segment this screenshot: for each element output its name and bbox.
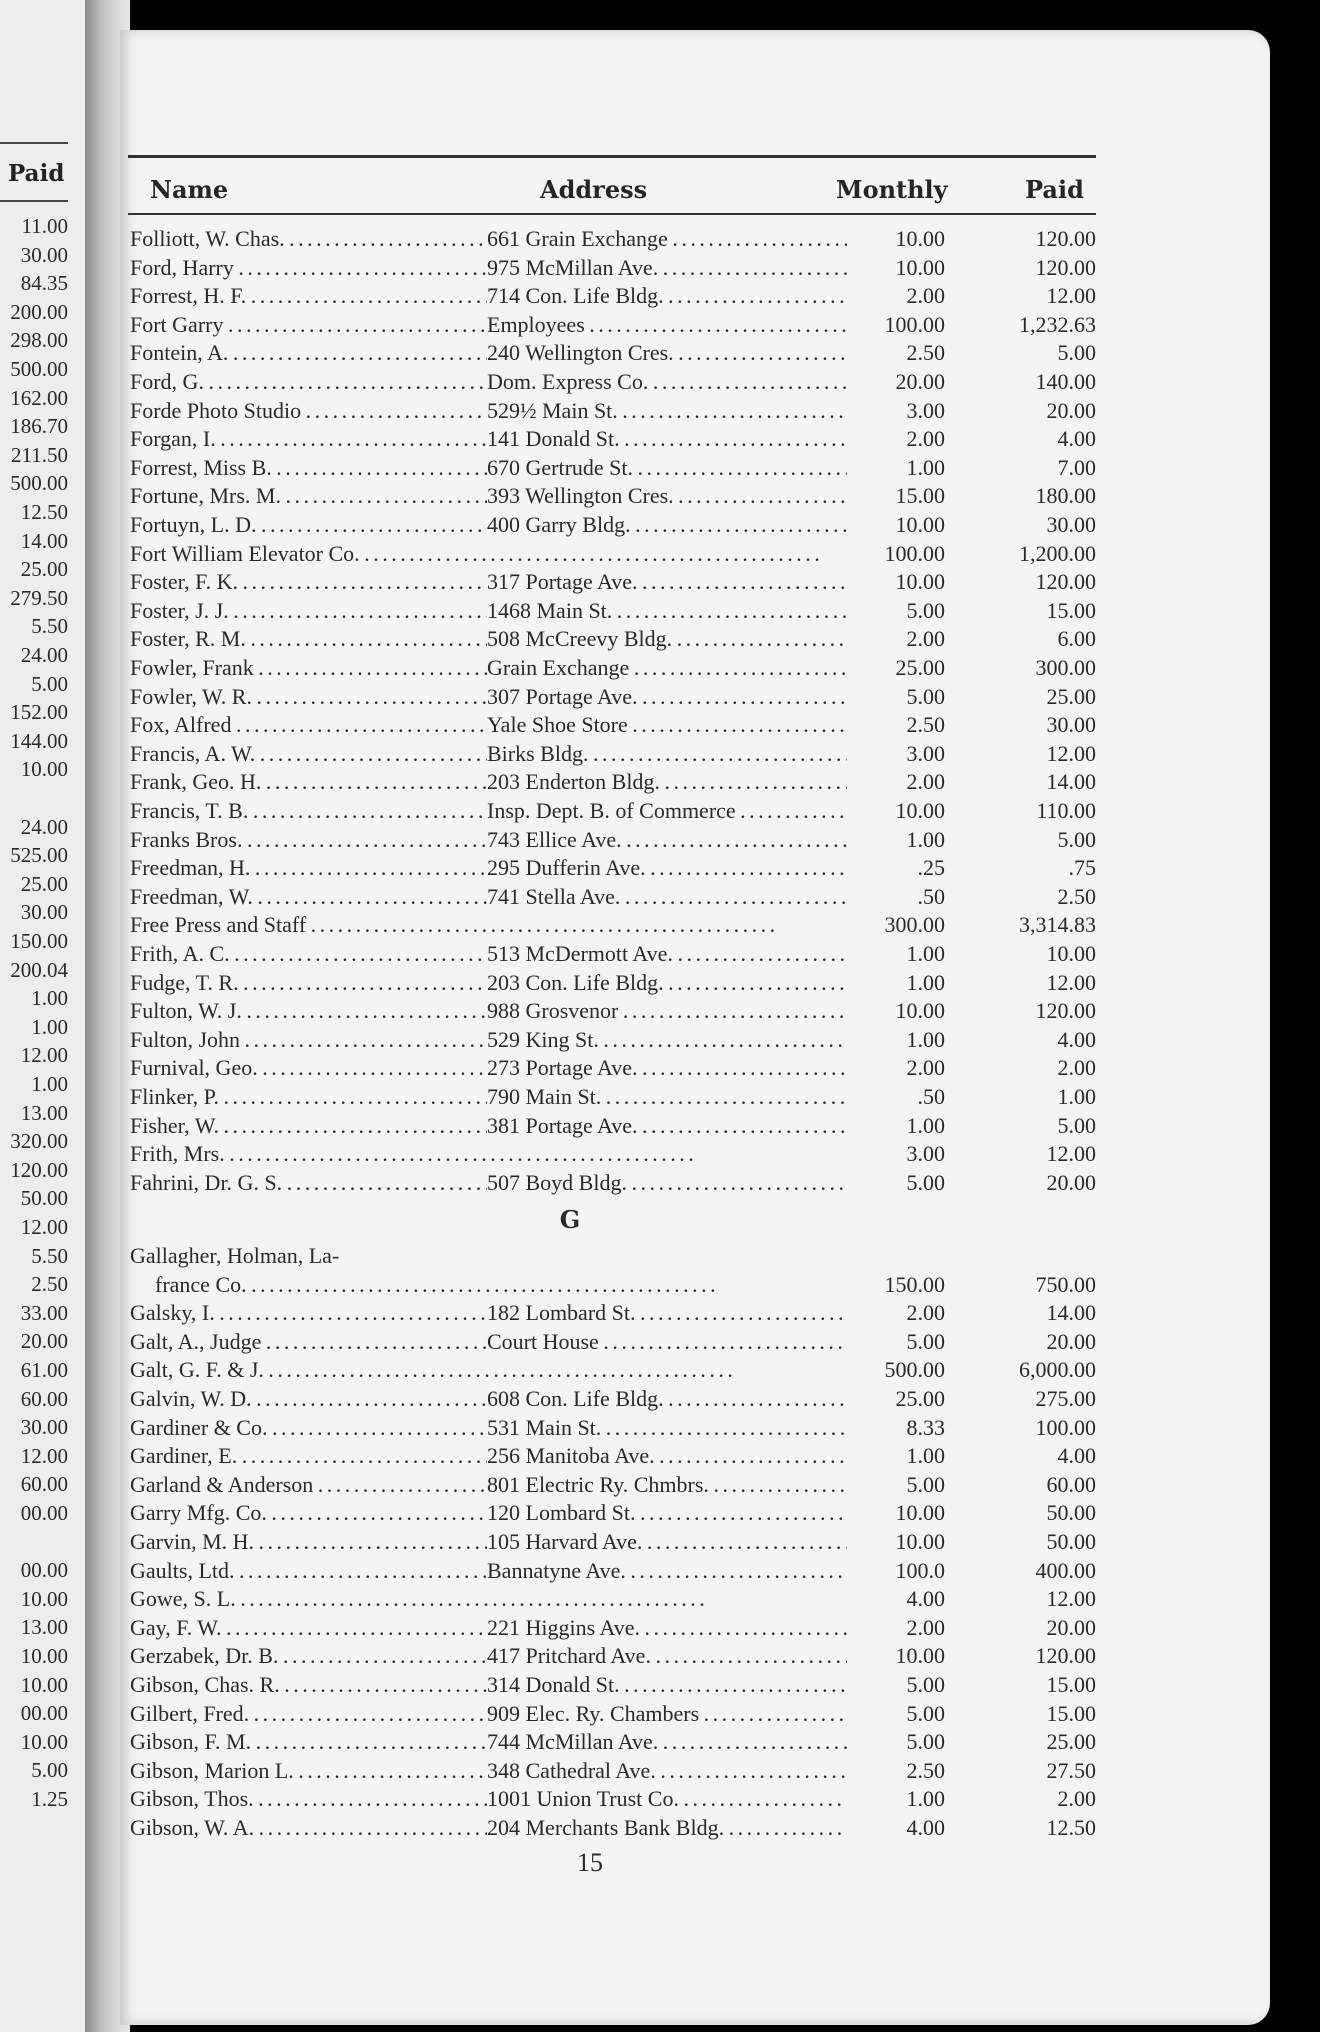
entry-monthly: 5.00: [906, 597, 945, 623]
entry-paid: 275.00: [1035, 1386, 1096, 1411]
entry-name: Forgan, I. . . .: [130, 425, 487, 454]
previous-page-paid-value: 60.00: [20, 1472, 68, 1497]
entry-name: Gibson, W. A. . . .: [130, 1814, 487, 1843]
entry-address: Birks Bldg. . . .: [487, 740, 847, 769]
entry-paid: 30.00: [1046, 512, 1096, 537]
column-header-paid: Paid: [1025, 175, 1084, 204]
entry-address: 417 Pritchard Ave. . . .: [487, 1642, 847, 1671]
section-letter-g: G: [559, 1205, 581, 1235]
entry-paid: 5.00: [1057, 826, 1096, 852]
entry-name: Forde Photo Studio . . .: [130, 397, 487, 426]
entry-monthly: 2.00: [906, 769, 945, 795]
entry-paid: 6,000.00: [1019, 1357, 1096, 1383]
entry-paid: 15.00: [1046, 597, 1096, 623]
previous-page-paid-value: 25.00: [20, 871, 68, 896]
entry-name: Fisher, W. . . .: [130, 1112, 487, 1141]
entry-paid: 120.00: [1035, 1643, 1096, 1669]
entry-address: Bannatyne Ave. . . .: [487, 1557, 847, 1586]
entry-name: Foster, R. M. . . .: [130, 625, 487, 654]
entry-name: Folliott, W. Chas. . . .: [130, 225, 487, 254]
entry-name: Gibson, F. M. . . .: [130, 1728, 487, 1757]
entry-paid: 12.00: [1046, 1586, 1096, 1612]
entry-address: 714 Con. Life Bldg. . . .: [487, 282, 847, 311]
entry-monthly: 2.50: [906, 1757, 945, 1783]
entry-name: Fortune, Mrs. M. . . .: [130, 482, 487, 511]
entry-name: Fox, Alfred . . .: [130, 711, 487, 740]
entry-paid: 6.00: [1057, 626, 1096, 652]
entry-address: 393 Wellington Cres. . . .: [487, 482, 847, 511]
entry-address: 608 Con. Life Bldg. . . .: [487, 1385, 847, 1414]
previous-page-paid-value: 11.00: [21, 214, 68, 238]
entry-paid: 25.00: [1046, 1729, 1096, 1755]
entry-paid: 2.00: [1057, 1055, 1096, 1081]
entry-address: 529½ Main St. . . .: [487, 397, 847, 426]
previous-page-paid-value: 1.00: [31, 986, 68, 1011]
entry-name: Frith, A. C. . . .: [130, 940, 487, 969]
entry-monthly: 2.00: [906, 283, 945, 309]
entry-paid: 12.00: [1046, 283, 1096, 309]
entry-monthly: .50: [917, 1084, 945, 1109]
entry-paid: 25.00: [1046, 683, 1096, 709]
entry-address: 744 McMillan Ave. . . .: [487, 1728, 847, 1757]
entry-paid: 12.00: [1046, 969, 1096, 995]
entry-name: Gibson, Marion L. . . .: [130, 1757, 487, 1786]
entry-name: Ford, G. . . .: [130, 368, 487, 397]
entry-monthly: 10.00: [895, 569, 945, 595]
entry-monthly: 4.00: [906, 1586, 945, 1612]
entry-monthly: 1.00: [906, 969, 945, 995]
previous-page-paid-value: 00.00: [20, 1501, 68, 1525]
entry-monthly: 10.00: [895, 1500, 945, 1526]
entry-name: Galt, G. F. & J. . . .: [130, 1356, 820, 1385]
entry-address: 400 Garry Bldg. . . .: [487, 511, 847, 540]
entry-monthly: 1.00: [906, 1443, 945, 1469]
previous-page-paid-value: 12.00: [20, 1215, 68, 1239]
entry-name: Forrest, H. F. . . .: [130, 282, 487, 311]
previous-page-paid-value: 500.00: [10, 357, 68, 381]
previous-page-paid-value: 500.00: [10, 471, 68, 496]
entry-paid: 10.00: [1046, 941, 1096, 966]
entry-address: 203 Con. Life Bldg. . . .: [487, 969, 847, 998]
previous-page-paid-value: 320.00: [10, 1129, 68, 1154]
entry-paid: 14.00: [1046, 1300, 1096, 1326]
previous-page-paid-value: 5.50: [31, 1243, 68, 1268]
entry-address: 182 Lombard St. . . .: [487, 1299, 847, 1328]
entry-paid: 120.00: [1035, 254, 1096, 280]
previous-page-paid-value: 144.00: [10, 728, 68, 753]
entry-monthly: 20.00: [895, 369, 945, 394]
entry-paid: 50.00: [1046, 1529, 1096, 1554]
previous-page-paid-value: 12.50: [20, 500, 68, 524]
entry-monthly: 8.33: [906, 1414, 945, 1440]
previous-page-paid-value: 24.00: [20, 814, 68, 839]
entry-name: Garland & Anderson . . .: [130, 1471, 487, 1500]
entry-paid: 2.00: [1057, 1786, 1096, 1812]
entry-address: 670 Gertrude St. . . .: [487, 454, 847, 483]
previous-page-paid-value: 1.25: [31, 1787, 68, 1811]
entry-address: 531 Main St. . . .: [487, 1414, 847, 1443]
entry-monthly: 3.00: [906, 740, 945, 766]
entry-paid: .75: [1068, 855, 1096, 881]
entry-monthly: 1.00: [906, 1112, 945, 1138]
entry-address: 120 Lombard St. . . .: [487, 1499, 847, 1528]
entry-name: Fahrini, Dr. G. S. . . .: [130, 1169, 487, 1198]
previous-page-paid-value: 211.50: [11, 442, 68, 467]
previous-page-paid-value: 10.00: [20, 1729, 68, 1754]
entry-paid: 1.00: [1057, 1084, 1096, 1109]
entry-monthly: 2.00: [906, 1055, 945, 1081]
entry-address: Court House . . .: [487, 1328, 847, 1357]
entry-paid: 3,314.83: [1019, 912, 1096, 938]
page-number: 15: [577, 1848, 603, 1877]
entry-paid: 15.00: [1046, 1700, 1096, 1726]
entry-monthly: 10.00: [895, 1529, 945, 1554]
entry-name: Fort William Elevator Co. . . .: [130, 540, 820, 569]
entry-address: 105 Harvard Ave. . . .: [487, 1528, 847, 1557]
entry-name: Gallagher, Holman, La-: [130, 1243, 340, 1268]
previous-page-paid-value: 5.50: [31, 614, 68, 639]
entry-paid: 180.00: [1035, 483, 1096, 509]
entry-monthly: 100.0: [895, 1557, 945, 1583]
entry-paid: 750.00: [1035, 1271, 1096, 1297]
previous-page-paid-value: 13.00: [20, 1615, 68, 1640]
entry-address: 790 Main St. . . .: [487, 1083, 847, 1112]
entry-paid: 120.00: [1035, 998, 1096, 1024]
entry-name: Franks Bros. . . .: [130, 826, 487, 855]
entry-address: 801 Electric Ry. Chmbrs. . . .: [487, 1471, 847, 1500]
entry-paid: 110.00: [1036, 798, 1096, 823]
entry-monthly: 5.00: [906, 1672, 945, 1697]
entry-paid: 14.00: [1046, 769, 1096, 795]
entry-name: Gardiner & Co. . . .: [130, 1414, 487, 1443]
entry-monthly: 10.00: [895, 1643, 945, 1669]
previous-page-paid-value: 162.00: [10, 385, 68, 410]
entry-paid: 1,232.63: [1019, 311, 1096, 337]
entry-monthly: 2.00: [906, 1614, 945, 1640]
entry-paid: 100.00: [1035, 1414, 1096, 1440]
entry-monthly: 150.00: [884, 1271, 945, 1297]
entry-paid: 20.00: [1046, 397, 1096, 423]
previous-page-paid-value: 10.00: [20, 757, 68, 782]
entry-address: 661 Grain Exchange . . .: [487, 225, 847, 254]
entry-monthly: 25.00: [895, 1386, 945, 1411]
entry-monthly: 2.50: [906, 712, 945, 738]
entry-address: 513 McDermott Ave. . . .: [487, 940, 847, 969]
entry-address: 240 Wellington Cres. . . .: [487, 339, 847, 368]
entry-address: 381 Portage Ave. . . .: [487, 1112, 847, 1141]
entry-paid: 12.00: [1046, 1141, 1096, 1167]
entry-paid: 12.00: [1046, 740, 1096, 766]
entry-monthly: 1.00: [906, 454, 945, 480]
entry-address: 529 King St. . . .: [487, 1026, 847, 1055]
previous-page-paid-header: Paid: [8, 160, 65, 187]
entry-address: 204 Merchants Bank Bldg. . . .: [487, 1814, 847, 1843]
previous-page-paid-value: 84.35: [20, 271, 68, 296]
previous-page-paid-value: 60.00: [20, 1386, 68, 1411]
entry-address: Grain Exchange . . .: [487, 654, 847, 683]
entry-name: Gay, F. W. . . .: [130, 1614, 487, 1643]
previous-page-paid-value: 1.00: [31, 1072, 68, 1096]
entry-address: 317 Portage Ave. . . .: [487, 568, 847, 597]
entry-monthly: 10.00: [895, 226, 945, 251]
entry-monthly: 5.00: [906, 1471, 945, 1497]
entry-paid: 7.00: [1057, 454, 1096, 480]
entry-name: Freedman, W. . . .: [130, 883, 487, 912]
previous-page-paid-value: 13.00: [20, 1100, 68, 1125]
entry-paid: 4.00: [1057, 1026, 1096, 1052]
previous-page-paid-value: 2.50: [31, 1272, 68, 1297]
entry-address: 314 Donald St. . . .: [487, 1671, 847, 1700]
entry-paid: 5.00: [1057, 340, 1096, 366]
previous-page-paid-value: 5.00: [31, 671, 68, 696]
entry-name: Fortuyn, L. D. . . .: [130, 511, 487, 540]
entry-paid: 15.00: [1046, 1672, 1096, 1697]
column-header-name: Name: [150, 175, 229, 204]
previous-page-paid-value: 50.00: [20, 1186, 68, 1211]
entry-name: Foster, F. K. . . .: [130, 568, 487, 597]
entry-monthly: 2.00: [906, 426, 945, 452]
previous-page-paid-value: 30.00: [20, 242, 68, 267]
previous-page-paid-value: 200.00: [10, 299, 68, 324]
header-top-rule: [128, 155, 1096, 158]
previous-page-paid-value: 298.00: [10, 328, 68, 353]
entry-paid: 1,200.00: [1019, 540, 1096, 566]
entry-monthly: 500.00: [884, 1357, 945, 1383]
entry-paid: 300.00: [1035, 655, 1096, 680]
entry-name: Fowler, Frank . . .: [130, 654, 487, 683]
entry-name: Gowe, S. L. . . .: [130, 1585, 820, 1614]
entry-name: Garry Mfg. Co. . . .: [130, 1499, 487, 1528]
entry-monthly: 4.00: [906, 1815, 945, 1840]
previous-page-paid-value: 14.00: [20, 528, 68, 553]
previous-page-paid-value: 00.00: [20, 1558, 68, 1583]
entry-name: Francis, A. W. . . .: [130, 740, 487, 769]
entry-address: 1468 Main St. . . .: [487, 597, 847, 626]
previous-page-paid-value: 33.00: [20, 1300, 68, 1325]
entry-monthly: 10.00: [895, 998, 945, 1024]
previous-page-paid-value: 00.00: [20, 1701, 68, 1726]
entry-address: 221 Higgins Ave. . . .: [487, 1614, 847, 1643]
previous-page-paid-value: 10.00: [20, 1672, 68, 1697]
entry-paid: 4.00: [1057, 426, 1096, 452]
entry-monthly: 10.00: [895, 798, 945, 823]
entry-paid: 4.00: [1057, 1443, 1096, 1469]
entry-address: 203 Enderton Bldg. . . .: [487, 768, 847, 797]
entry-address: 307 Portage Ave. . . .: [487, 683, 847, 712]
header-bottom-rule: [128, 213, 1096, 215]
entry-address: 348 Cathedral Ave. . . .: [487, 1757, 847, 1786]
previous-page-paid-value: 20.00: [20, 1329, 68, 1354]
entry-monthly: 5.00: [906, 1729, 945, 1755]
previous-page-paid-value: 1.00: [31, 1014, 68, 1039]
entry-monthly: 10.00: [895, 254, 945, 280]
previous-page-paid-value: 61.00: [20, 1358, 68, 1382]
entry-address: 507 Boyd Bldg. . . .: [487, 1169, 847, 1198]
entry-paid: 120.00: [1035, 226, 1096, 251]
entry-monthly: 2.00: [906, 626, 945, 652]
previous-page-paid-value: 10.00: [20, 1644, 68, 1668]
previous-page-paid-value: 5.00: [31, 1758, 68, 1783]
entry-address: 975 McMillan Ave. . . .: [487, 254, 847, 283]
entry-paid: 400.00: [1035, 1557, 1096, 1583]
previous-page-paid-value: 12.00: [20, 1043, 68, 1068]
entry-monthly: .50: [917, 883, 945, 909]
previous-page-paid-value: 150.00: [10, 929, 68, 953]
entry-paid: 2.50: [1057, 883, 1096, 909]
column-header-monthly: Monthly: [836, 175, 948, 204]
entry-paid: 20.00: [1046, 1169, 1096, 1195]
previous-page-paid-value: 525.00: [10, 843, 68, 868]
entry-address: 273 Portage Ave. . . .: [487, 1054, 847, 1083]
entry-name: Freedman, H. . . .: [130, 854, 487, 883]
entry-name: Free Press and Staff . . .: [130, 911, 820, 940]
entry-name: Galt, A., Judge . . .: [130, 1328, 487, 1357]
entry-address: Yale Shoe Store . . .: [487, 711, 847, 740]
entry-name: Fort Garry . . .: [130, 311, 487, 340]
entry-paid: 20.00: [1046, 1328, 1096, 1354]
entry-monthly: 100.00: [884, 311, 945, 337]
entry-name: Fontein, A. . . .: [130, 339, 487, 368]
entry-monthly: 100.00: [884, 540, 945, 566]
previous-page-rule: [0, 142, 68, 144]
entry-name: Fulton, W. J. . . .: [130, 997, 487, 1026]
entry-monthly: 5.00: [906, 1700, 945, 1726]
entry-name: Galsky, I. . . .: [130, 1299, 487, 1328]
entry-monthly: 5.00: [906, 1328, 945, 1354]
entry-name: Francis, T. B. . . .: [130, 797, 487, 826]
entry-name: Forrest, Miss B. . . .: [130, 454, 487, 483]
entry-paid: 27.50: [1046, 1757, 1096, 1783]
entry-monthly: 10.00: [895, 512, 945, 537]
entry-name: Frith, Mrs. . . .: [130, 1140, 820, 1169]
entry-name: Gerzabek, Dr. B. . . .: [130, 1642, 487, 1671]
entry-name: Frank, Geo. H. . . .: [130, 768, 487, 797]
entry-name: france Co. . . .: [155, 1271, 845, 1300]
entry-monthly: 1.00: [906, 1026, 945, 1052]
entry-name: Fulton, John . . .: [130, 1026, 487, 1055]
entry-monthly: .25: [917, 855, 945, 881]
previous-page-rule: [0, 200, 68, 202]
entry-address: 909 Elec. Ry. Chambers . . .: [487, 1700, 847, 1729]
entry-paid: 20.00: [1046, 1614, 1096, 1640]
entry-address: 741 Stella Ave. . . .: [487, 883, 847, 912]
entry-monthly: 3.00: [906, 397, 945, 423]
previous-page-paid-value: 30.00: [20, 1415, 68, 1440]
entry-name: Gibson, Thos. . . .: [130, 1785, 487, 1814]
entry-address: Insp. Dept. B. of Commerce . . .: [487, 797, 847, 826]
entry-monthly: 5.00: [906, 1169, 945, 1195]
entry-monthly: 1.00: [906, 1786, 945, 1812]
entry-paid: 60.00: [1046, 1471, 1096, 1497]
entry-name: Ford, Harry . . .: [130, 254, 487, 283]
entry-monthly: 2.50: [906, 340, 945, 366]
entry-paid: 140.00: [1035, 369, 1096, 394]
entry-name: Garvin, M. H. . . .: [130, 1528, 487, 1557]
entry-address: 256 Manitoba Ave. . . .: [487, 1442, 847, 1471]
entry-monthly: 2.00: [906, 1300, 945, 1326]
entry-name: Galvin, W. D. . . .: [130, 1385, 487, 1414]
entry-name: Foster, J. J. . . .: [130, 597, 487, 626]
entry-monthly: 3.00: [906, 1141, 945, 1167]
entry-name: Fudge, T. R. . . .: [130, 969, 487, 998]
previous-page-paid-value: 25.00: [20, 557, 68, 582]
entry-paid: 5.00: [1057, 1112, 1096, 1138]
entry-address: Dom. Express Co. . . .: [487, 368, 847, 397]
entry-address: 141 Donald St. . . .: [487, 425, 847, 454]
entry-monthly: 25.00: [895, 655, 945, 680]
previous-page-paid-value: 30.00: [20, 900, 68, 925]
previous-page-paid-value: 152.00: [10, 700, 68, 725]
previous-page-paid-value: 12.00: [20, 1443, 68, 1468]
entry-name: Flinker, P. . . .: [130, 1083, 487, 1112]
entry-address: 508 McCreevy Bldg. . . .: [487, 625, 847, 654]
entry-monthly: 1.00: [906, 941, 945, 966]
entry-name: Gaults, Ltd. . . .: [130, 1557, 487, 1586]
entry-address: 1001 Union Trust Co. . . .: [487, 1785, 847, 1814]
entry-name: Gardiner, E. . . .: [130, 1442, 487, 1471]
entry-paid: 120.00: [1035, 569, 1096, 595]
entry-name: Fowler, W. R. . . .: [130, 683, 487, 712]
previous-page-paid-value: 279.50: [10, 585, 68, 610]
entry-address: 295 Dufferin Ave. . . .: [487, 854, 847, 883]
entry-name: Furnival, Geo. . . .: [130, 1054, 487, 1083]
entry-monthly: 1.00: [906, 826, 945, 852]
entry-paid: 12.50: [1046, 1815, 1096, 1840]
entry-monthly: 15.00: [895, 483, 945, 509]
previous-page-paid-value: 186.70: [10, 414, 68, 439]
previous-page-paid-value: 120.00: [10, 1157, 68, 1182]
previous-page-paid-value: 10.00: [20, 1586, 68, 1611]
entry-address: Employees . . .: [487, 311, 847, 340]
entry-monthly: 5.00: [906, 683, 945, 709]
entry-name: Gibson, Chas. R. . . .: [130, 1671, 487, 1700]
entry-paid: 30.00: [1046, 712, 1096, 738]
previous-page-paid-value: 200.04: [10, 957, 68, 982]
column-header-address: Address: [540, 175, 648, 204]
entry-monthly: 300.00: [884, 912, 945, 938]
previous-page: [0, 0, 90, 2032]
entry-address: 988 Grosvenor . . .: [487, 997, 847, 1026]
entry-name: Gilbert, Fred. . . .: [130, 1700, 487, 1729]
previous-page-paid-value: 24.00: [20, 643, 68, 667]
entry-paid: 50.00: [1046, 1500, 1096, 1526]
entry-address: 743 Ellice Ave. . . .: [487, 826, 847, 855]
